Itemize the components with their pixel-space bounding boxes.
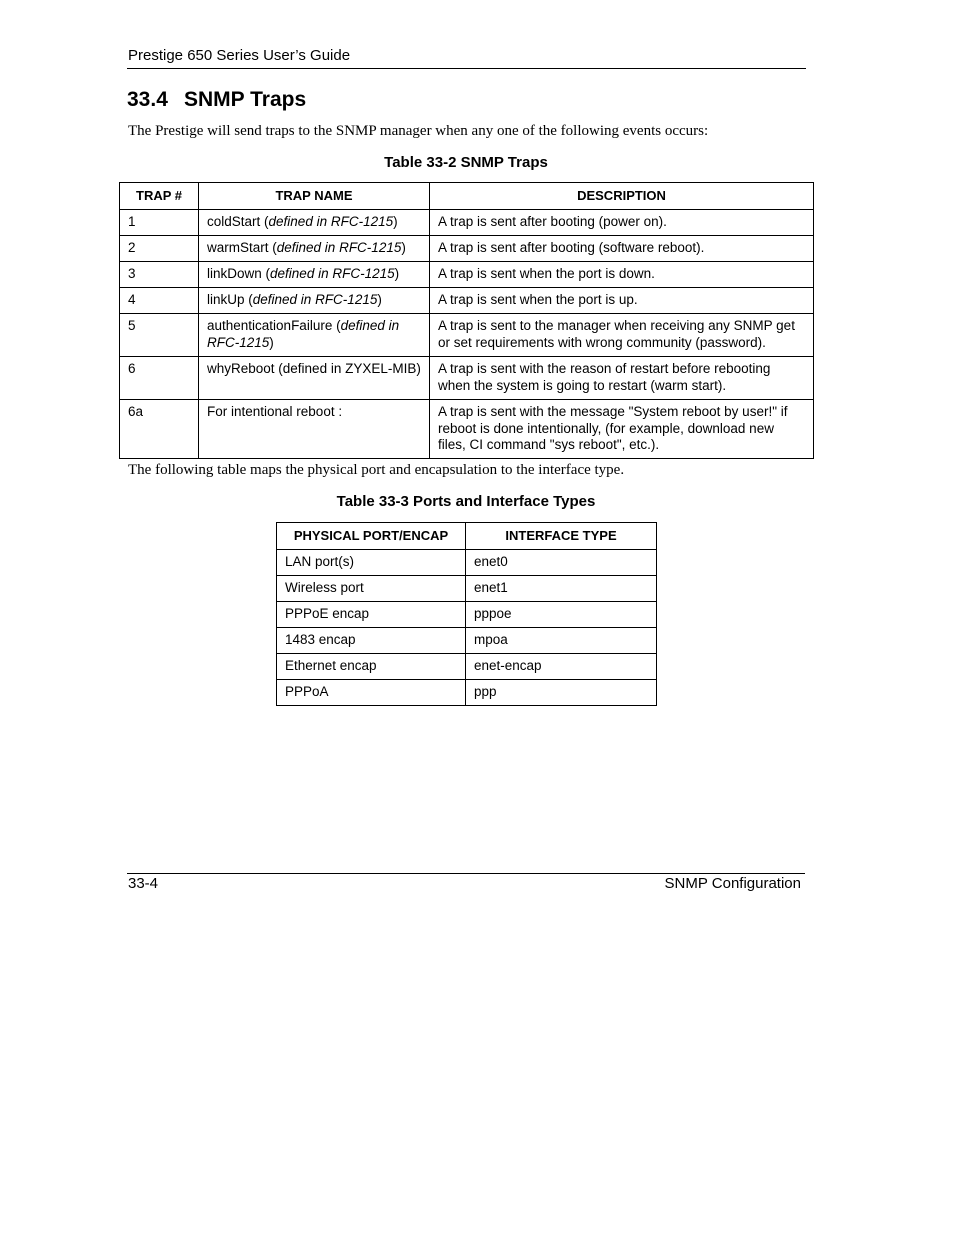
table-header-row [120, 183, 814, 210]
table-row [120, 314, 814, 357]
table-row [120, 288, 814, 314]
port-cell: Wireless port [277, 576, 466, 602]
port-cell: PPPoE encap [277, 602, 466, 628]
ports-interface-table [276, 522, 657, 706]
trap-name: linkUp (defined in RFC-1215) [199, 288, 430, 314]
interface-cell: mpoa [466, 628, 657, 654]
section-number: 33.4 [127, 88, 168, 111]
mapping-paragraph: The following table maps the physical port and encapsulation to the interface type. [128, 462, 625, 478]
port-cell: 1483 encap [277, 628, 466, 654]
trap-num: 3 [120, 262, 199, 288]
header-physical-port: PHYSICAL PORT/ENCAP [277, 523, 466, 550]
trap-ref: defined in RFC-1215 [276, 240, 402, 255]
trap-description: A trap is sent after booting (software reboot). [430, 236, 814, 262]
snmp-traps-table [119, 182, 814, 459]
section-title [127, 88, 306, 112]
page-number: 33-4 [128, 875, 159, 892]
running-header: Prestige 650 Series User’s Guide [128, 47, 351, 64]
trap-num: 6a [120, 400, 199, 459]
trap-description: A trap is sent with the reason of restart before rebooting when the system is going to restart (warm start). [430, 357, 814, 400]
header-trap-name: TRAP NAME [199, 183, 430, 210]
table-row [277, 680, 657, 706]
trap-ref: defined in RFC-1215 [268, 214, 394, 229]
table-caption-ports: Table 33-3 Ports and Interface Types [336, 493, 596, 510]
header-description: DESCRIPTION [430, 183, 814, 210]
trap-name: whyReboot (defined in ZYXEL-MIB) [199, 357, 430, 400]
trap-description: A trap is sent after booting (power on). [430, 210, 814, 236]
trap-num: 2 [120, 236, 199, 262]
table-row [120, 400, 814, 459]
interface-cell: pppoe [466, 602, 657, 628]
trap-ref: defined in RFC-1215 [207, 318, 400, 350]
trap-num: 6 [120, 357, 199, 400]
table-row [277, 628, 657, 654]
trap-name: For intentional reboot : [199, 400, 430, 459]
table-header-row [277, 523, 657, 550]
port-cell: PPPoA [277, 680, 466, 706]
footer-rule [127, 873, 805, 874]
trap-ref: defined in RFC-1215 [270, 266, 395, 281]
trap-num: 5 [120, 314, 199, 357]
trap-description: A trap is sent to the manager when receiving any SNMP get or set requirements with wrong community (password). [430, 314, 814, 357]
table-row [120, 357, 814, 400]
interface-cell: enet0 [466, 550, 657, 576]
trap-name: linkDown (defined in RFC-1215) [199, 262, 430, 288]
trap-num: 4 [120, 288, 199, 314]
trap-name: warmStart (defined in RFC-1215) [199, 236, 430, 262]
interface-cell: enet1 [466, 576, 657, 602]
trap-name: authenticationFailure (defined in RFC-1215) [199, 314, 430, 357]
trap-num: 1 [120, 210, 199, 236]
trap-description: A trap is sent with the message "System reboot by user!" if reboot is done intentionally, (for example, download new files, CI command "sys reboot", etc.). [430, 400, 814, 459]
trap-name-text: authenticationFailure [207, 318, 333, 333]
table-row [277, 602, 657, 628]
interface-cell: enet-encap [466, 654, 657, 680]
section-title-text: SNMP Traps [184, 88, 307, 111]
header-rule [127, 68, 806, 69]
table-row [277, 550, 657, 576]
trap-name-text: linkUp [207, 292, 245, 307]
trap-ref: defined in RFC-1215 [252, 292, 378, 307]
table-caption-snmp-traps: Table 33-2 SNMP Traps [384, 154, 548, 171]
interface-cell: ppp [466, 680, 657, 706]
chapter-title: SNMP Configuration [664, 875, 801, 892]
header-trap-num: TRAP # [120, 183, 199, 210]
trap-name-text: warmStart [207, 240, 269, 255]
trap-description: A trap is sent when the port is up. [430, 288, 814, 314]
table-row [277, 576, 657, 602]
port-cell: LAN port(s) [277, 550, 466, 576]
trap-name-text: coldStart [207, 214, 261, 229]
table-row [120, 262, 814, 288]
table-row [277, 654, 657, 680]
trap-name-text: linkDown [207, 266, 262, 281]
trap-description: A trap is sent when the port is down. [430, 262, 814, 288]
table-row [120, 210, 814, 236]
intro-paragraph: The Prestige will send traps to the SNMP manager when any one of the following events occurs: [128, 123, 709, 139]
table-row [120, 236, 814, 262]
trap-name: coldStart (defined in RFC-1215) [199, 210, 430, 236]
port-cell: Ethernet encap [277, 654, 466, 680]
header-interface-type: INTERFACE TYPE [466, 523, 657, 550]
